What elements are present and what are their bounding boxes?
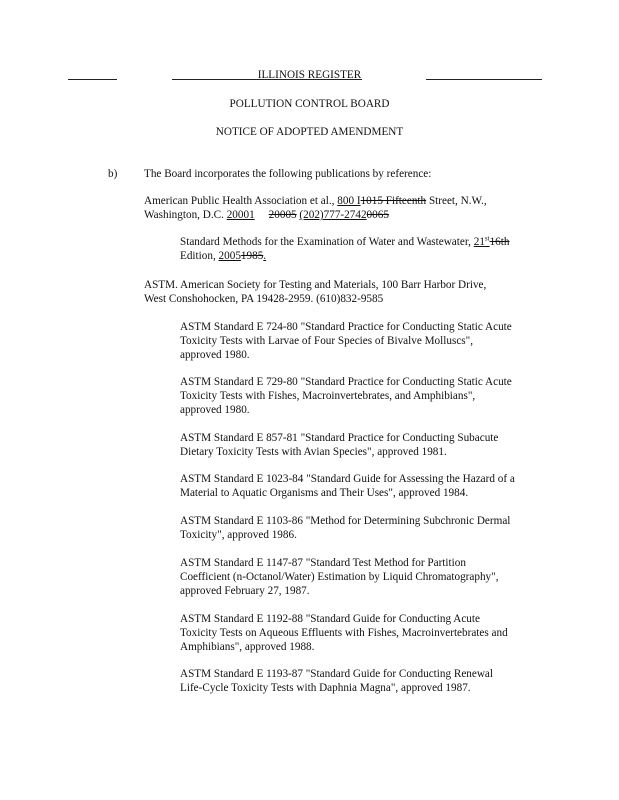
standard-line: approved February 27, 1987. <box>180 585 310 597</box>
standard-line: ASTM Standard E 729-80 "Standard Practice for Conducting Static Acute <box>180 376 512 388</box>
standard-line: Toxicity Tests with Fishes, Macroinvertebrates, and Amphibians", <box>180 390 476 402</box>
standard-line: ASTM Standard E 1193-87 "Standard Guide for Conducting Renewal <box>180 668 493 680</box>
apha-address <box>144 194 584 222</box>
standard-line: Material to Aquatic Organisms and Their Uses", approved 1984. <box>180 487 469 499</box>
apha-line-1: American Public Health Association et al., 800 I1015 Fifteenth Street, N.W., <box>144 195 487 207</box>
standard-line: ASTM Standard E 724-80 "Standard Practice for Conducting Static Acute <box>180 321 512 333</box>
register-title: ILLINOIS REGISTER <box>257 69 362 81</box>
standard-line: ASTM Standard E 1147-87 "Standard Test Method for Partition <box>180 557 466 569</box>
astm-standard <box>180 320 580 362</box>
standard-line: Toxicity", approved 1986. <box>180 529 297 541</box>
standard-line: Dietary Toxicity Tests with Avian Species", approved 1981. <box>180 446 447 458</box>
standard-line: approved 1980. <box>180 404 250 416</box>
astm-standard <box>180 472 580 500</box>
astm-standard <box>180 431 580 459</box>
section-marker: b) <box>108 168 118 180</box>
apha-line-2: Washington, D.C. 20001 20005 (202)777-27420065 <box>144 209 389 221</box>
astm-standard <box>180 514 580 542</box>
standard-line: Toxicity Tests with Larvae of Four Species of Bivalve Molluscs", <box>180 335 473 347</box>
section-intro: The Board incorporates the following publications by reference: <box>144 168 432 180</box>
astm-standard <box>180 612 580 654</box>
apha-pub-line-1: Standard Methods for the Examination of Water and Wastewater, 21st16th <box>180 234 510 248</box>
standard-line: ASTM Standard E 1103-86 "Method for Determining Subchronic Dermal <box>180 515 511 527</box>
standard-line: ASTM Standard E 1023-84 "Standard Guide for Assessing the Hazard of a <box>180 473 515 485</box>
notice-title: NOTICE OF ADOPTED AMENDMENT <box>215 126 404 138</box>
standard-line: Toxicity Tests on Aqueous Effluents with Fishes, Macroinvertebrates and <box>180 627 508 639</box>
standard-line: approved 1980. <box>180 349 250 361</box>
standard-line: Coefficient (n-Octanol/Water) Estimation by Liquid Chromatography", <box>180 571 499 583</box>
astm-address <box>144 278 584 306</box>
astm-line-2: West Conshohocken, PA 19428-2959. (610)832-9585 <box>144 293 384 305</box>
standard-line: Life-Cycle Toxicity Tests with Daphnia Magna", approved 1987. <box>180 682 471 694</box>
board-title: POLLUTION CONTROL BOARD <box>229 98 390 110</box>
astm-standard <box>180 375 580 417</box>
standard-line: ASTM Standard E 857-81 "Standard Practice for Conducting Subacute <box>180 432 499 444</box>
astm-standard <box>180 556 580 598</box>
apha-publication <box>180 235 580 263</box>
astm-line-1: ASTM. American Society for Testing and Materials, 100 Barr Harbor Drive, <box>144 279 487 291</box>
astm-standard <box>180 667 580 695</box>
standard-line: ASTM Standard E 1192-88 "Standard Guide for Conducting Acute <box>180 613 480 625</box>
standard-line: Amphibians", approved 1988. <box>180 641 315 653</box>
apha-pub-line-2: Edition, 20051985. <box>180 250 267 262</box>
